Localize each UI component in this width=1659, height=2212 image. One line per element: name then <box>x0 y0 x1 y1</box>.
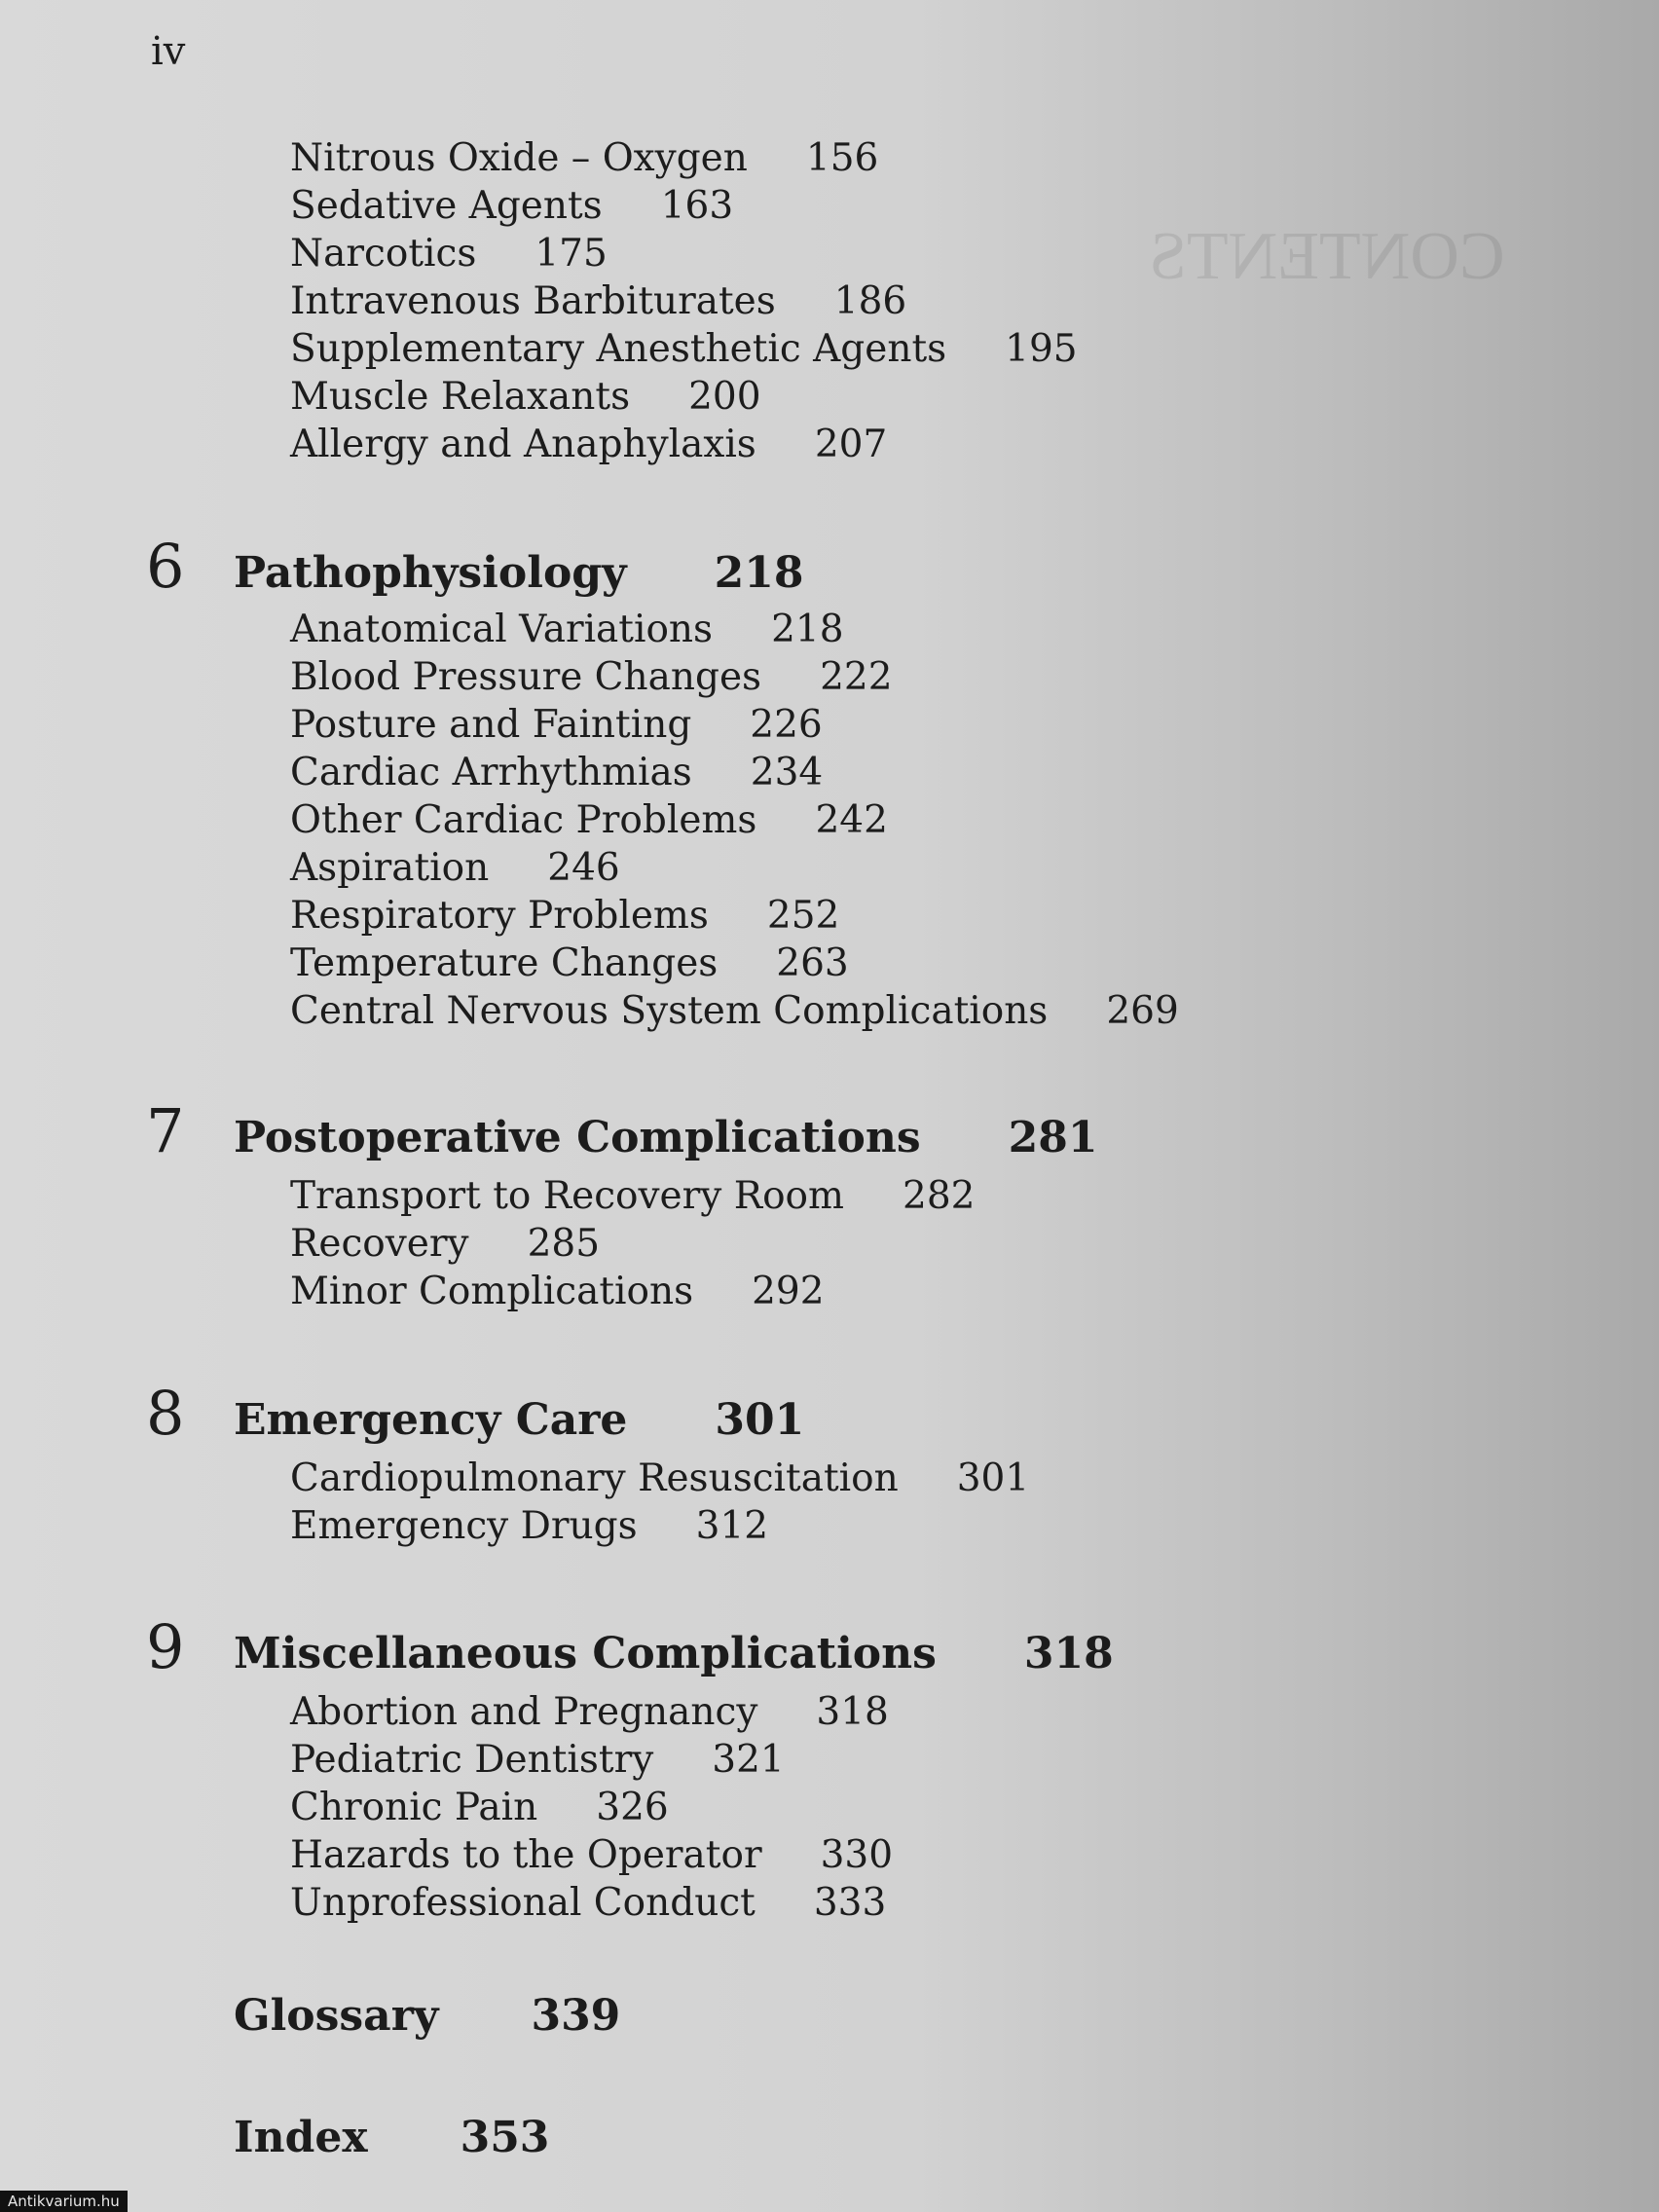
entry-title: Nitrous Oxide – Oxygen <box>290 136 748 180</box>
entry-page: 195 <box>1005 327 1078 371</box>
toc-entry <box>290 136 878 180</box>
chapter-page: 218 <box>714 548 804 598</box>
toc-entry <box>290 1881 886 1925</box>
bleed-through-title: CONTENTS <box>1149 219 1505 294</box>
chapter-number: 6 <box>146 531 185 602</box>
entry-title: Narcotics <box>290 232 477 276</box>
toc-entry <box>290 846 620 890</box>
toc-entry <box>290 608 844 651</box>
entry-page: 269 <box>1106 989 1179 1033</box>
entry-title: Central Nervous System Complications <box>290 989 1049 1033</box>
entry-title: Cardiopulmonary Resuscitation <box>290 1456 899 1500</box>
entry-page: 246 <box>547 846 620 890</box>
toc-entry <box>290 894 839 938</box>
toc-entry <box>290 1174 975 1218</box>
entry-title: Allergy and Anaphylaxis <box>290 423 756 466</box>
entry-page: 207 <box>814 423 888 466</box>
index-page: 353 <box>460 2113 550 2162</box>
toc-entry <box>290 1690 889 1734</box>
toc-entry <box>290 1738 785 1782</box>
toc-entry <box>290 184 733 228</box>
entry-page: 218 <box>771 608 844 651</box>
chapter-title: Postoperative Complications <box>234 1113 921 1162</box>
toc-entry <box>290 1786 669 1829</box>
entry-title: Transport to Recovery Room <box>290 1174 845 1218</box>
entry-title: Blood Pressure Changes <box>290 655 762 699</box>
entry-title: Pediatric Dentistry <box>290 1738 654 1782</box>
entry-page: 252 <box>766 894 840 938</box>
entry-page: 282 <box>903 1174 976 1218</box>
entry-title: Hazards to the Operator <box>290 1833 762 1877</box>
entry-page: 321 <box>712 1738 785 1782</box>
entry-title: Posture and Fainting <box>290 703 692 747</box>
entry-page: 226 <box>750 703 823 747</box>
toc-entry <box>290 989 1179 1033</box>
entry-page: 200 <box>688 375 761 419</box>
toc-entry <box>290 703 823 747</box>
chapter-page: 301 <box>715 1395 805 1445</box>
entry-title: Recovery <box>290 1222 469 1266</box>
entry-title: Supplementary Anesthetic Agents <box>290 327 947 371</box>
toc-entry <box>290 279 906 323</box>
entry-title: Temperature Changes <box>290 941 719 985</box>
entry-page: 242 <box>815 798 888 842</box>
entry-title: Unprofessional Conduct <box>290 1881 756 1925</box>
toc-entry <box>290 327 1078 371</box>
chapter-heading <box>146 1611 1114 1682</box>
entry-title: Emergency Drugs <box>290 1504 638 1548</box>
chapter-heading <box>146 1378 804 1449</box>
entry-page: 263 <box>776 941 849 985</box>
toc-entry <box>290 941 849 985</box>
chapter-number: 7 <box>146 1095 185 1166</box>
toc-entry <box>290 1270 825 1313</box>
entry-page: 186 <box>833 279 907 323</box>
entry-title: Intravenous Barbiturates <box>290 279 776 323</box>
toc-entry <box>290 1456 1029 1500</box>
toc-entry <box>290 1222 600 1266</box>
toc-entry <box>290 655 893 699</box>
chapter-number: 8 <box>146 1378 185 1449</box>
entry-title: Minor Complications <box>290 1270 694 1313</box>
chapter-title: Emergency Care <box>234 1395 628 1445</box>
entry-title: Sedative Agents <box>290 184 603 228</box>
toc-entry <box>290 1504 768 1548</box>
chapter-heading <box>146 531 804 602</box>
entry-title: Respiratory Problems <box>290 894 709 938</box>
index-heading <box>234 2113 549 2162</box>
entry-title: Other Cardiac Problems <box>290 798 757 842</box>
entry-page: 285 <box>527 1222 601 1266</box>
toc-entry <box>290 798 888 842</box>
glossary-page: 339 <box>531 1991 621 2041</box>
entry-title: Anatomical Variations <box>290 608 714 651</box>
entry-title: Muscle Relaxants <box>290 375 631 419</box>
entry-page: 318 <box>816 1690 889 1734</box>
entry-title: Abortion and Pregnancy <box>290 1690 758 1734</box>
toc-entry <box>290 375 761 419</box>
entry-title: Aspiration <box>290 846 490 890</box>
page-number: iv <box>151 29 186 74</box>
entry-page: 333 <box>813 1881 887 1925</box>
entry-page: 163 <box>660 184 734 228</box>
entry-page: 330 <box>820 1833 894 1877</box>
entry-page: 222 <box>820 655 893 699</box>
watermark: Antikvarium.hu <box>0 2191 128 2212</box>
entry-page: 326 <box>596 1786 669 1829</box>
entry-page: 301 <box>956 1456 1030 1500</box>
entry-page: 312 <box>695 1504 769 1548</box>
chapter-page: 281 <box>1008 1113 1098 1162</box>
chapter-title: Pathophysiology <box>234 548 627 598</box>
glossary-title: Glossary <box>234 1991 439 2041</box>
entry-page: 234 <box>750 751 824 794</box>
entry-page: 156 <box>805 136 879 180</box>
entry-page: 292 <box>752 1270 825 1313</box>
toc-entry <box>290 751 823 794</box>
index-title: Index <box>234 2113 368 2162</box>
entry-title: Chronic Pain <box>290 1786 538 1829</box>
glossary-heading <box>234 1991 620 2041</box>
entry-page: 175 <box>535 232 608 276</box>
bleed-through-text <box>1139 219 1626 294</box>
entry-title: Cardiac Arrhythmias <box>290 751 692 794</box>
chapter-number: 9 <box>146 1611 185 1682</box>
toc-entry <box>290 423 887 466</box>
toc-entry <box>290 1833 893 1877</box>
chapter-page: 318 <box>1023 1629 1114 1678</box>
chapter-title: Miscellaneous Complications <box>234 1629 937 1678</box>
toc-entry <box>290 232 608 276</box>
chapter-heading <box>146 1095 1098 1166</box>
